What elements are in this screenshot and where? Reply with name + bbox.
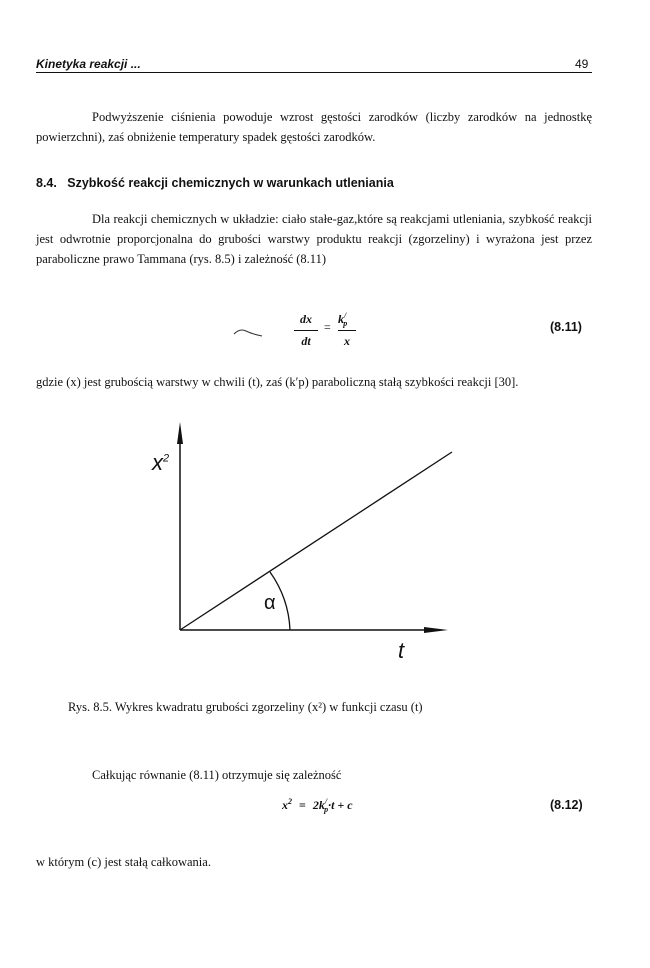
running-header-title: Kinetyka reakcji ... bbox=[36, 57, 141, 71]
x-axis-label: t bbox=[398, 638, 405, 663]
paragraph-integration: Całkując równanie (8.11) otrzymuje się zależność bbox=[92, 768, 342, 782]
equation-8-11-label: (8.11) bbox=[550, 320, 582, 334]
angle-label: α bbox=[264, 592, 276, 614]
equation-8-11 bbox=[280, 312, 380, 356]
page-number: 49 bbox=[575, 57, 589, 71]
equation-8-12: $x^2 = 2k^/_p\cdot t + c$ bbox=[282, 797, 353, 814]
eq-denominator-x: x bbox=[344, 334, 350, 348]
paragraph-oxidation: Dla reakcji chemicznych w układzie: ciało stałe-gaz,które są reakcjami utleniania, szybkość reakcji jest odwrotnie proporcjonalna do grubości warstwy produktu reakcji (zgorzeliny) i wyrażona jest przez paraboliczne prawo Tammana (rys. 8.5) i zależność (8.11) bbox=[36, 212, 592, 266]
stray-mark bbox=[232, 325, 266, 339]
equation-8-12-label: (8.12) bbox=[550, 798, 583, 812]
figure-caption: Rys. 8.5. Wykres kwadratu grubości zgorzeliny (x²) w funkcji czasu (t) bbox=[68, 700, 423, 714]
eq-denominator-dt: dt bbox=[301, 334, 311, 348]
x-axis-arrowhead bbox=[424, 627, 448, 633]
paragraph-constant: w którym (c) jest stałą całkowania. bbox=[36, 855, 211, 869]
paragraph-definitions: gdzie (x) jest grubością warstwy w chwili (t), zaś (k′p) paraboliczną stałą szybkości reakcji [30]. bbox=[36, 375, 519, 389]
figure-8-5 bbox=[140, 420, 460, 670]
y-axis-label: $x^2$ bbox=[152, 450, 170, 475]
eq-equals: = bbox=[324, 320, 331, 334]
y-axis-arrowhead bbox=[177, 422, 183, 444]
fraction-bar bbox=[294, 330, 318, 331]
fraction-bar bbox=[338, 330, 356, 331]
eq-numerator-dx: dx bbox=[300, 312, 312, 326]
header-rule bbox=[36, 72, 592, 73]
linear-plot-line bbox=[180, 452, 452, 630]
eq-numerator-k: $k^/_p$ bbox=[338, 311, 348, 328]
section-heading: 8.4. Szybkość reakcji chemicznych w warunkach utleniania bbox=[36, 176, 394, 190]
paragraph-pressure: Podwyższenie ciśnienia powoduje wzrost gęstości zarodków (liczby zarodków na jednostkę powierzchni), zaś obniżenie temperatury spadek gęstości zarodków. bbox=[36, 110, 592, 144]
